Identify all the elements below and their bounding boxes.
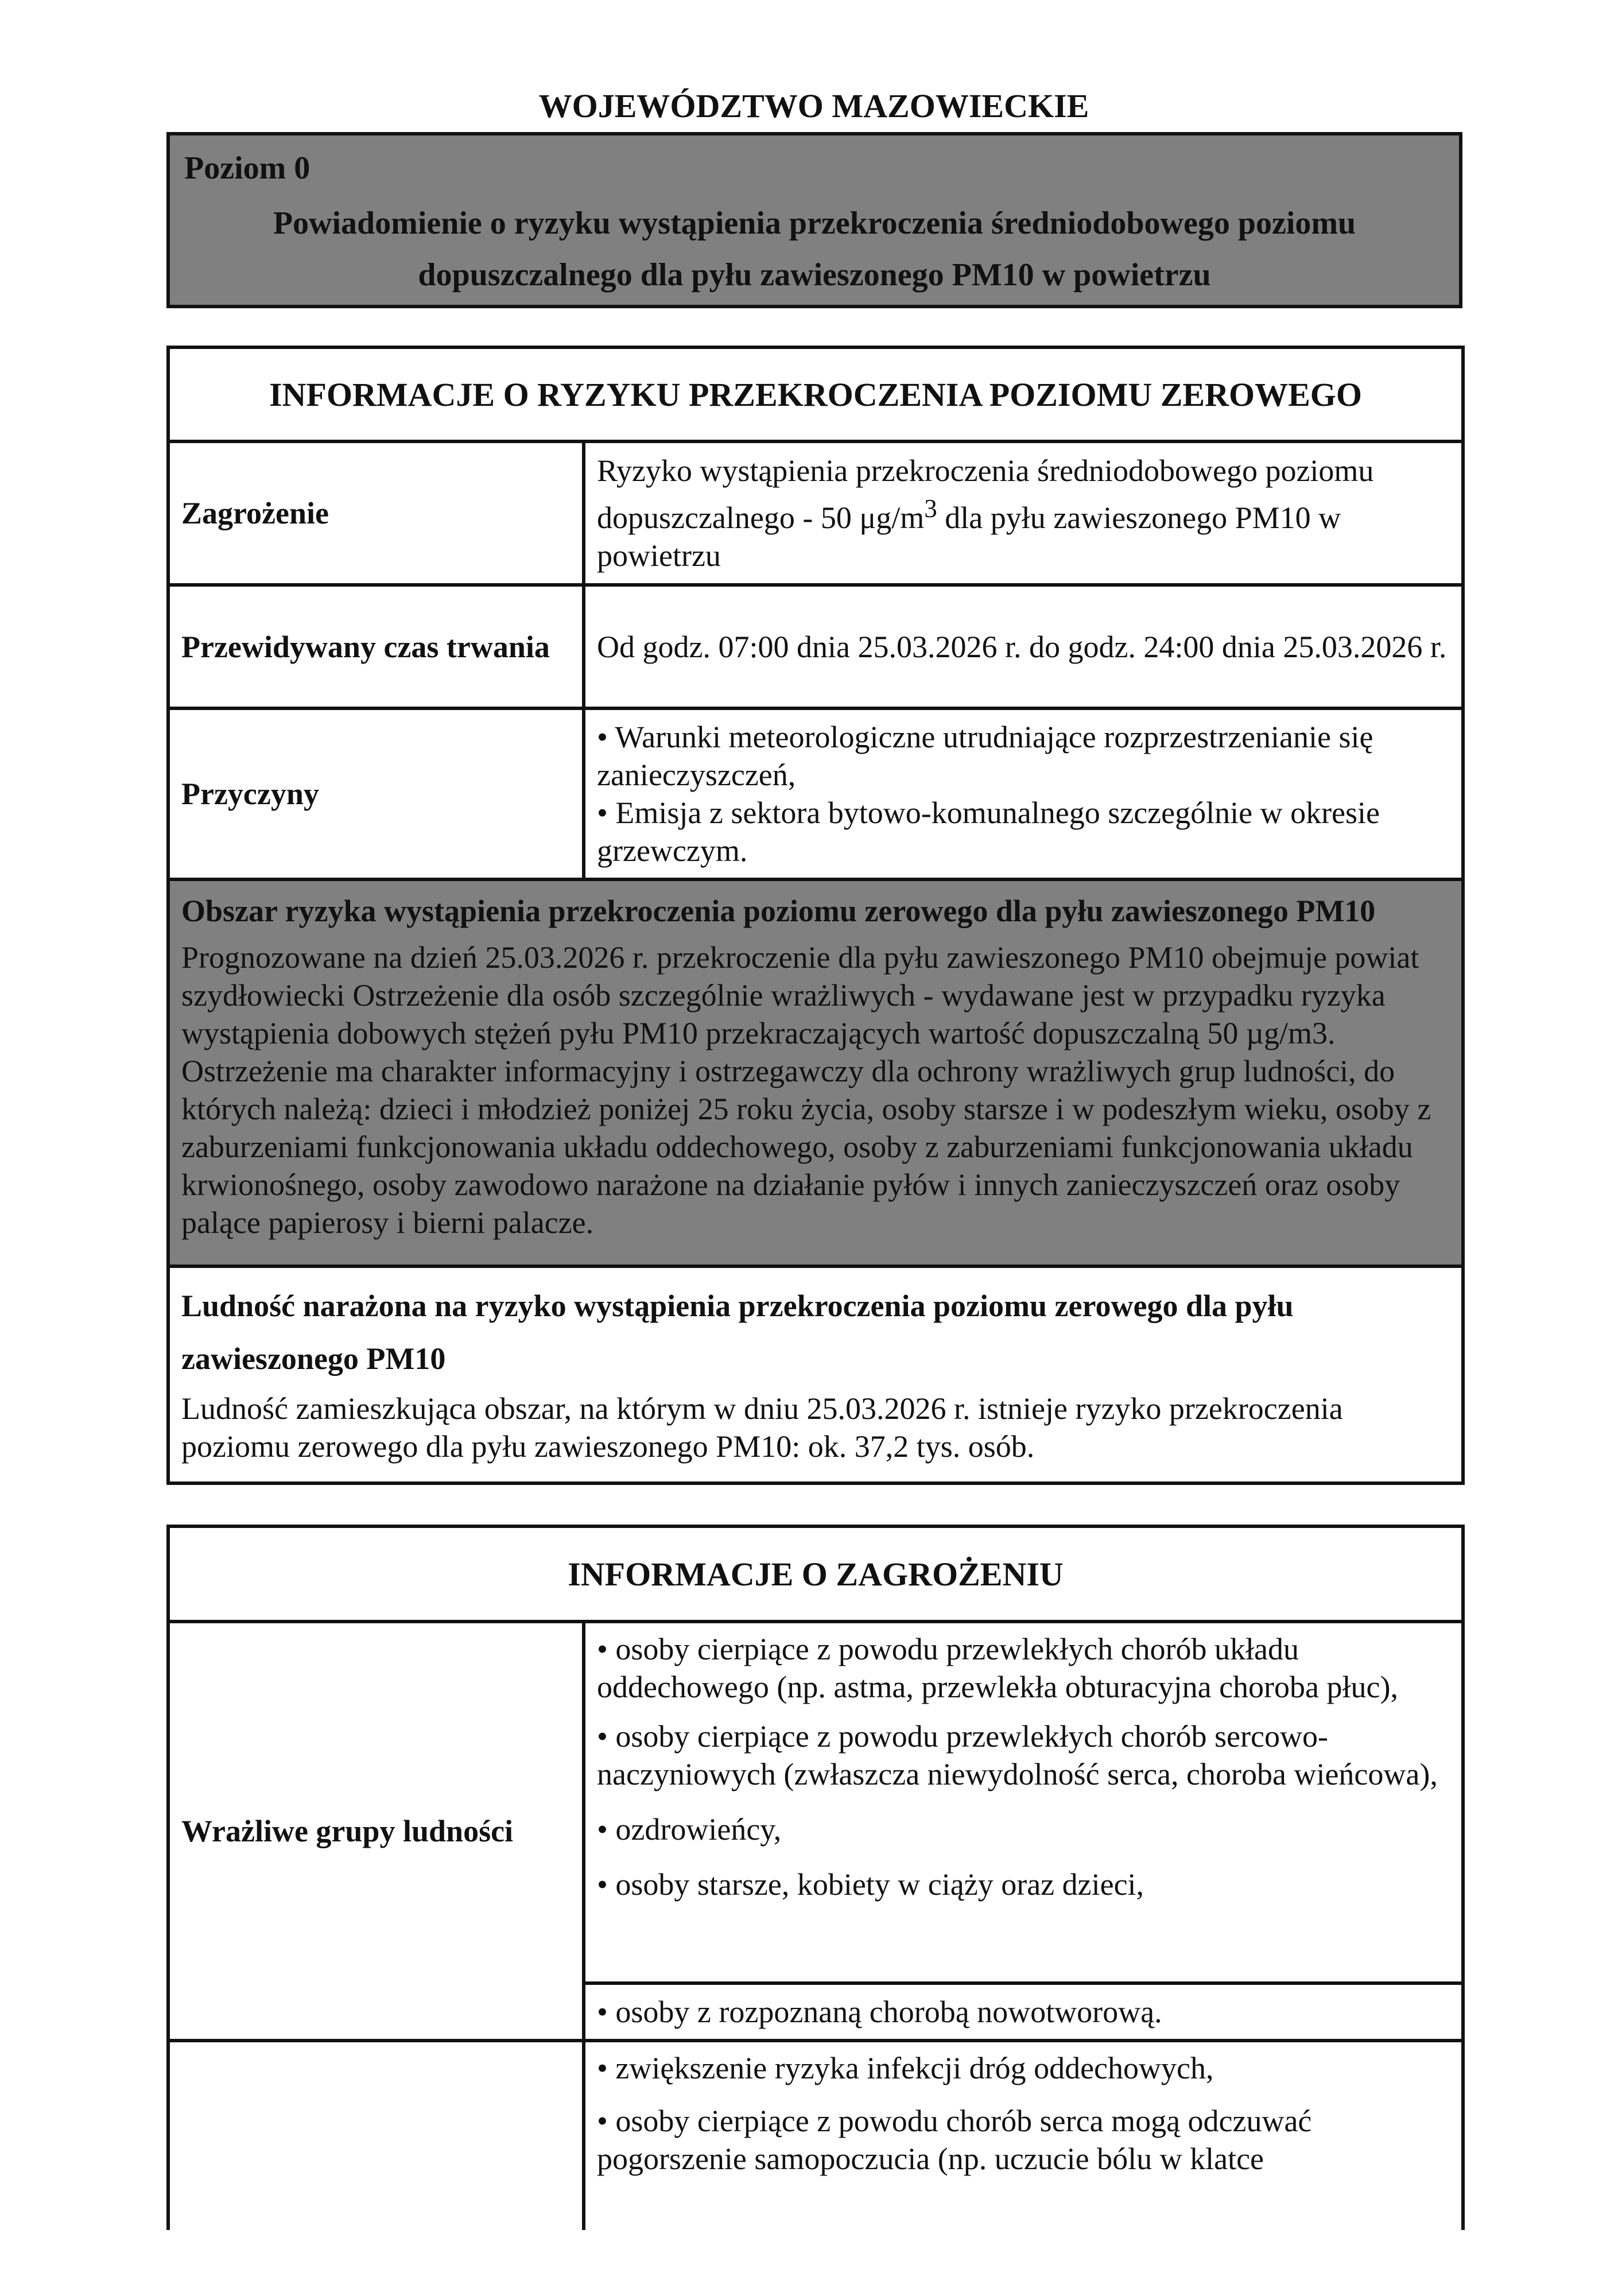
effect-item: • zwiększenie ryzyka infekcji dróg oddechowych, xyxy=(597,2051,1214,2085)
threat-value-text-end: dla pyłu zawieszonego PM10 w powietrzu xyxy=(597,501,1341,573)
threat-info-title: INFORMACJE O ZAGROŻENIU xyxy=(168,1526,1463,1622)
area-section xyxy=(168,879,1463,1266)
duration-value: Od godz. 07:00 dnia 25.03.2026 r. do godz. 24:00 dnia 25.03.2026 r. xyxy=(584,585,1463,708)
risk-info-table xyxy=(166,346,1465,1485)
area-text: Prognozowane na dzień 25.03.2026 r. przekroczenie dla pyłu zawieszonego PM10 obejmuje powiat szydłowiecki Ostrzeżenie dla osób szczególnie wrażliwych - wydawane jest w przypadku ryzyka wystąpienia dobowych stężeń pyłu PM10 przekraczających wartość dopuszczalną 50 µg/m3. Ostrzeżenie ma charakter informacyjny i ostrzegawczy dla ochrony wrażliwych grup ludności, do których należą: dzieci i młodzież poniżej 25 roku życia, osoby starsze i w podeszłym wieku, osoby z zaburzeniami funkcjonowania układu oddechowego, osoby z zaburzeniami funkcjonowania układu krwionośnego, osoby zawodowo narażone na działanie pyłów i innych zanieczyszczeń oraz osoby palące papierosy i bierni palacze. xyxy=(181,940,1431,1240)
threat-info-table xyxy=(166,1525,1465,2230)
effect-item: • osoby cierpiące z powodu chorób serca mogą odczuwać pogorszenie samopoczucia (np. uczucie bólu w klatce xyxy=(597,2104,1312,2176)
cause-item: • Emisja z sektora bytowo-komunalnego szczególnie w okresie grzewczym. xyxy=(597,796,1380,868)
alert-header-box xyxy=(166,132,1462,308)
causes-label: Przyczyny xyxy=(168,708,584,879)
threat-value-text: Ryzyko wystąpienia przekroczenia średniodobowego poziomu dopuszczalnego - 50 μg/m xyxy=(597,453,1374,535)
area-title: Obszar ryzyka wystąpienia przekroczenia poziomu zerowego dla pyłu zawieszonego PM10 xyxy=(181,894,1376,928)
sensitive-groups-list xyxy=(584,1622,1463,1983)
sensitive-group-last: • osoby z rozpoznaną chorobą nowotworową. xyxy=(584,1983,1463,2041)
causes-list xyxy=(584,708,1463,879)
risk-info-title: INFORMACJE O RYZYKU PRZEKROCZENIA POZIOMU ZEROWEGO xyxy=(168,347,1463,441)
sensitive-group-item: • osoby cierpiące z powodu przewlekłych chorób układu oddechowego (np. astma, przewlekła obturacyjna choroba płuc), xyxy=(597,1632,1398,1704)
effects-list xyxy=(584,2041,1463,2230)
population-text: Ludność zamieszkująca obszar, na którym w dniu 25.03.2026 r. istnieje ryzyko przekroczenia poziomu zerowego dla pyłu zawieszonego PM10: ok. 37,2 tys. osób. xyxy=(181,1391,1343,1464)
threat-label: Zagrożenie xyxy=(168,441,584,585)
threat-value-exponent: 3 xyxy=(924,494,937,523)
effects-label-cell xyxy=(168,2041,584,2230)
sensitive-group-item: • osoby starsze, kobiety w ciąży oraz dzieci, xyxy=(597,1867,1144,1902)
sensitive-groups-label: Wrażliwe grupy ludności xyxy=(168,1622,584,2041)
alert-level: Poziom 0 xyxy=(184,150,311,186)
population-title: Ludność narażona na ryzyko wystąpienia przekroczenia poziomu zerowego dla pyłu zawieszonego PM10 xyxy=(181,1289,1294,1376)
sensitive-group-item: • osoby cierpiące z powodu przewlekłych chorób sercowo-naczyniowych (zwłaszcza niewydolność serca, choroba wieńcowa), xyxy=(597,1719,1438,1791)
sensitive-group-item: • ozdrowieńcy, xyxy=(597,1812,782,1847)
cause-item: • Warunki meteorologiczne utrudniające rozprzestrzenianie się zanieczyszczeń, xyxy=(597,720,1373,792)
page-title: WOJEWÓDZTWO MAZOWIECKIE xyxy=(538,87,1089,125)
threat-value xyxy=(584,441,1463,585)
alert-heading: Powiadomienie o ryzyku wystąpienia przekroczenia średniodobowego poziomu dopuszczalnego dla pyłu zawieszonego PM10 w powietrzu xyxy=(273,205,1356,293)
duration-label: Przewidywany czas trwania xyxy=(168,585,584,708)
population-section xyxy=(168,1266,1463,1483)
